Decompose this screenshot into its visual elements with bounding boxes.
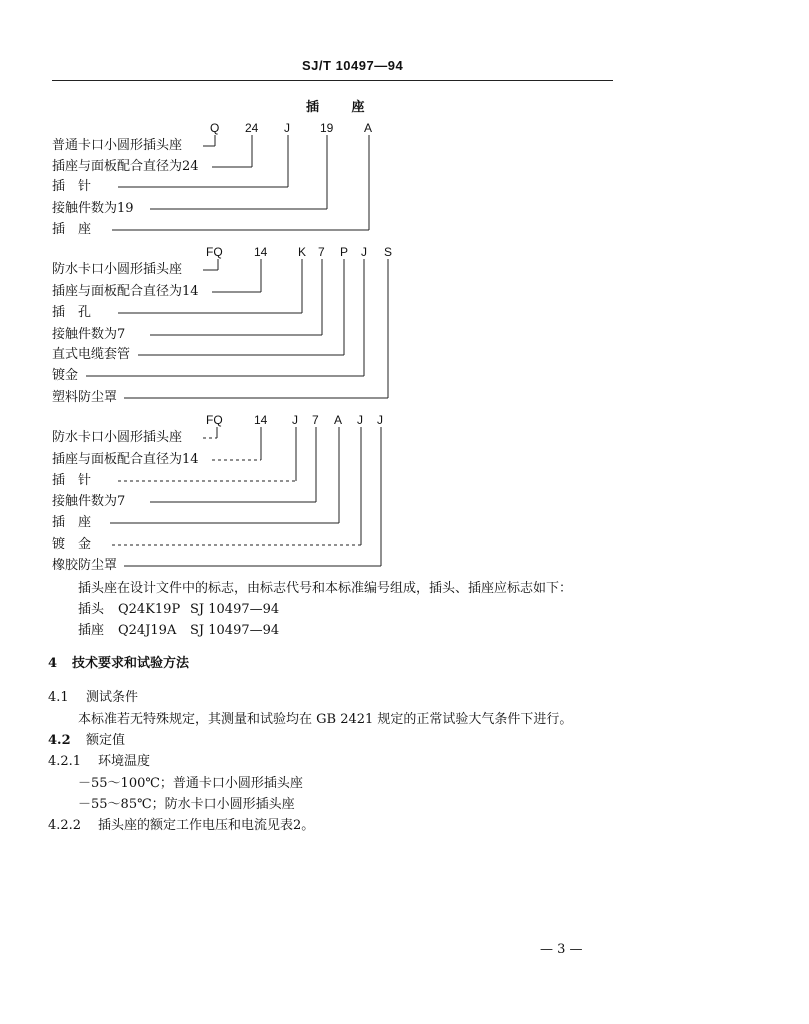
code-letter: 14 <box>254 413 268 427</box>
designation-label: 插 座 <box>52 222 92 237</box>
document-number: SJ/T 10497—94 <box>302 58 404 73</box>
code-letter: J <box>357 413 363 427</box>
designation-label: 镀 金 <box>52 537 92 552</box>
section-4-title: 技术要求和试验方法 <box>72 656 190 671</box>
designation-label: 接触件数为19 <box>52 201 134 216</box>
designation-label: 直式电缆套管 <box>52 347 131 362</box>
socket-marking-label: 插座 <box>78 623 105 638</box>
temperature-range-standard: －55～100℃；普通卡口小圆形插头座 <box>78 776 303 791</box>
code-letter: 19 <box>320 121 334 135</box>
section-4-2-title: 额定值 <box>86 733 126 748</box>
section-4-2-2-number: 4.2.2 <box>48 818 82 833</box>
designation-label: 插座与面板配合直径为14 <box>52 284 199 299</box>
code-letter: J <box>377 413 383 427</box>
designation-label: 镀金 <box>52 368 79 383</box>
code-letter: S <box>384 245 393 259</box>
section-title: 插 座 <box>306 100 379 115</box>
section-4-number: 4 <box>48 656 58 671</box>
code-letter: A <box>364 121 373 135</box>
code-letter: 7 <box>318 245 325 259</box>
section-4-2-2-text: 插头座的额定工作电压和电流见表2。 <box>98 818 315 833</box>
code-letter: A <box>334 413 343 427</box>
socket-marking-standard: SJ 10497—94 <box>190 623 280 638</box>
section-4-2-1-title: 环境温度 <box>98 754 151 769</box>
code-letter: 24 <box>245 121 259 135</box>
plug-marking-standard: SJ 10497—94 <box>190 602 280 617</box>
designation-label: 插 孔 <box>52 305 92 320</box>
code-letter: Q <box>210 121 220 135</box>
plug-marking-label: 插头 <box>78 602 105 617</box>
code-letter: 7 <box>312 413 319 427</box>
designation-label: 插座与面板配合直径为24 <box>52 159 199 174</box>
designation-label: 防水卡口小圆形插头座 <box>52 430 183 445</box>
designation-label: 插座与面板配合直径为14 <box>52 452 199 467</box>
section-4-1-text: 本标准若无特殊规定，其测量和试验均在 GB 2421 规定的正常试验大气条件下进行。 <box>78 712 573 727</box>
section-4-2-1-number: 4.2.1 <box>48 754 82 769</box>
designation-label: 普通卡口小圆形插头座 <box>52 138 183 153</box>
temperature-range-waterproof: －55～85℃；防水卡口小圆形插头座 <box>78 797 295 812</box>
code-letter: 14 <box>254 245 268 259</box>
marking-intro: 插头座在设计文件中的标志，由标志代号和本标准编号组成，插头、插座应标志如下： <box>78 581 573 596</box>
page-number: — 3 — <box>540 942 583 957</box>
code-letter: J <box>292 413 298 427</box>
section-4-1-number: 4.1 <box>48 690 69 705</box>
code-letter: J <box>284 121 290 135</box>
code-letter: J <box>361 245 367 259</box>
designation-label: 插 针 <box>52 179 92 194</box>
designation-label: 插 座 <box>52 515 92 530</box>
socket-marking-code: Q24J19A <box>118 623 177 638</box>
designation-label: 接触件数为7 <box>52 327 126 342</box>
code-letter: FQ <box>206 245 223 259</box>
designation-label: 塑料防尘罩 <box>52 390 118 405</box>
plug-marking-code: Q24K19P <box>118 602 181 617</box>
designation-label: 防水卡口小圆形插头座 <box>52 262 183 277</box>
designation-label: 橡胶防尘罩 <box>52 558 118 573</box>
code-letter: P <box>340 245 349 259</box>
code-letter: K <box>298 245 307 259</box>
code-letter: FQ <box>206 413 223 427</box>
section-4-1-title: 测试条件 <box>86 690 139 705</box>
section-4-2-number: 4.2 <box>48 733 71 748</box>
designation-label: 接触件数为7 <box>52 494 126 509</box>
designation-label: 插 针 <box>52 473 92 488</box>
